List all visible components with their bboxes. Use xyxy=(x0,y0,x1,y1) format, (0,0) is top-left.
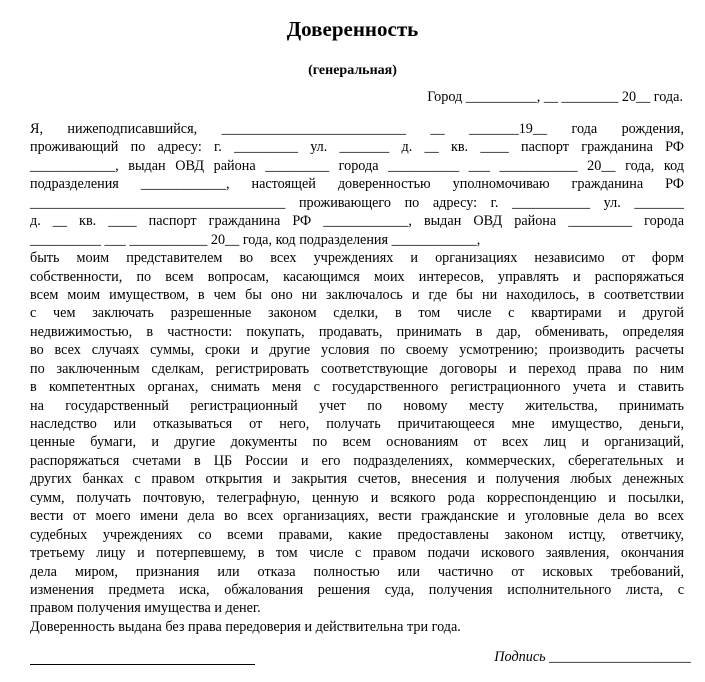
body-line: всем моим имуществом, в чем бы оно ни заключалось и где бы ни находилось, в соответствии xyxy=(30,286,684,303)
document-body xyxy=(30,120,684,636)
document-title: Доверенность xyxy=(286,17,419,41)
body-line: недвижимостью, в частности: покупать, продавать, принимать в дар, обменивать, определяя xyxy=(30,323,684,340)
body-line: вести от моего имени дела во всех организациях, вести гражданские и уголовные дела во всех xyxy=(30,508,684,525)
signature-blank: ____________________ xyxy=(545,649,691,665)
body-line: других банках с правом открытия и закрытия счетов, внесения и получения любых денежных xyxy=(30,471,684,488)
body-line: во всех случаях суммы, сроки и другие условия по своему усмотрению; производить расчеты xyxy=(30,342,684,359)
body-line: д. __ кв. ____ паспорт гражданина РФ ____________, выдан ОВД района _________ города xyxy=(30,213,684,230)
body-line: распоряжаться счетами в ЦБ России и его подразделениях, коммерческих, сберегательных и xyxy=(30,452,684,469)
body-line: проживающий по адресу: г. _________ ул. _______ д. __ кв. ____ паспорт гражданина РФ xyxy=(30,139,684,156)
signature-block xyxy=(494,648,691,666)
body-line: Я, нижеподписавшийся, __________________________ __ _______19__ года рождения, xyxy=(30,121,684,137)
city-date-line: Город __________, __ ________ 20__ года. xyxy=(427,89,683,105)
body-line: судебных учреждениях со всеми правами, какие предоставлены законом истцу, ответчику, xyxy=(30,526,684,543)
body-line: с чем заключать разрешенные законом сделки, в том числе с квартирами и другой xyxy=(30,305,684,322)
signature-label: Подпись xyxy=(494,649,546,665)
body-line: быть моим представителем во всех учреждениях и организациях независимо от форм xyxy=(30,250,684,267)
body-line: подразделения ____________, настоящей доверенностью уполномочиваю гражданина РФ xyxy=(30,176,684,193)
body-line: правом получения имущества и денег. xyxy=(30,600,261,617)
body-line: ____________, выдан ОВД района _________ города __________ ___ ___________ 20__ года, код xyxy=(30,157,684,174)
body-line: на государственный регистрационный учет по новому месту жительства, принимать xyxy=(30,397,684,414)
body-line: дела миром, признания или отказа полностью или частично от исковых требований, xyxy=(30,563,684,580)
name-blank-line xyxy=(30,650,255,665)
body-line: наследство или отказываться от него, получать причитающееся мне имущество, деньги, xyxy=(30,416,684,432)
body-line: Доверенность выдана без права передоверия и действительна три года. xyxy=(30,618,461,635)
document-subtitle: (генеральная) xyxy=(308,63,397,78)
body-line: третьему лицу и потерпевшему, в том числе с правом подачи искового заявления, окончания xyxy=(30,545,684,562)
body-line: __________ ___ ___________ 20__ года, код подразделения ____________, xyxy=(30,231,481,248)
body-line: собственности, по всем вопросам, касающимся моих интересов, управлять и распоряжаться xyxy=(30,268,684,285)
body-line: сумм, получать почтовую, телеграфную, ценную и всякого рода корреспонденцию и посылки, xyxy=(30,489,684,506)
body-line: ____________________________________ проживающего по адресу: г. ___________ ул. _______ xyxy=(30,194,684,211)
body-line: по заключенным сделкам, регистрировать соответствующие договоры и переход права по ним xyxy=(30,360,684,377)
body-line: в компетентных органах, снимать меня с государственного регистрационного учета и ставить xyxy=(30,379,684,396)
body-line: ценные бумаги, и другие документы по всем основаниям от всех лиц и организаций, xyxy=(30,434,684,451)
body-line: изменения предмета иска, обжалования решения суда, получения исполнительного листа, с xyxy=(30,581,684,598)
